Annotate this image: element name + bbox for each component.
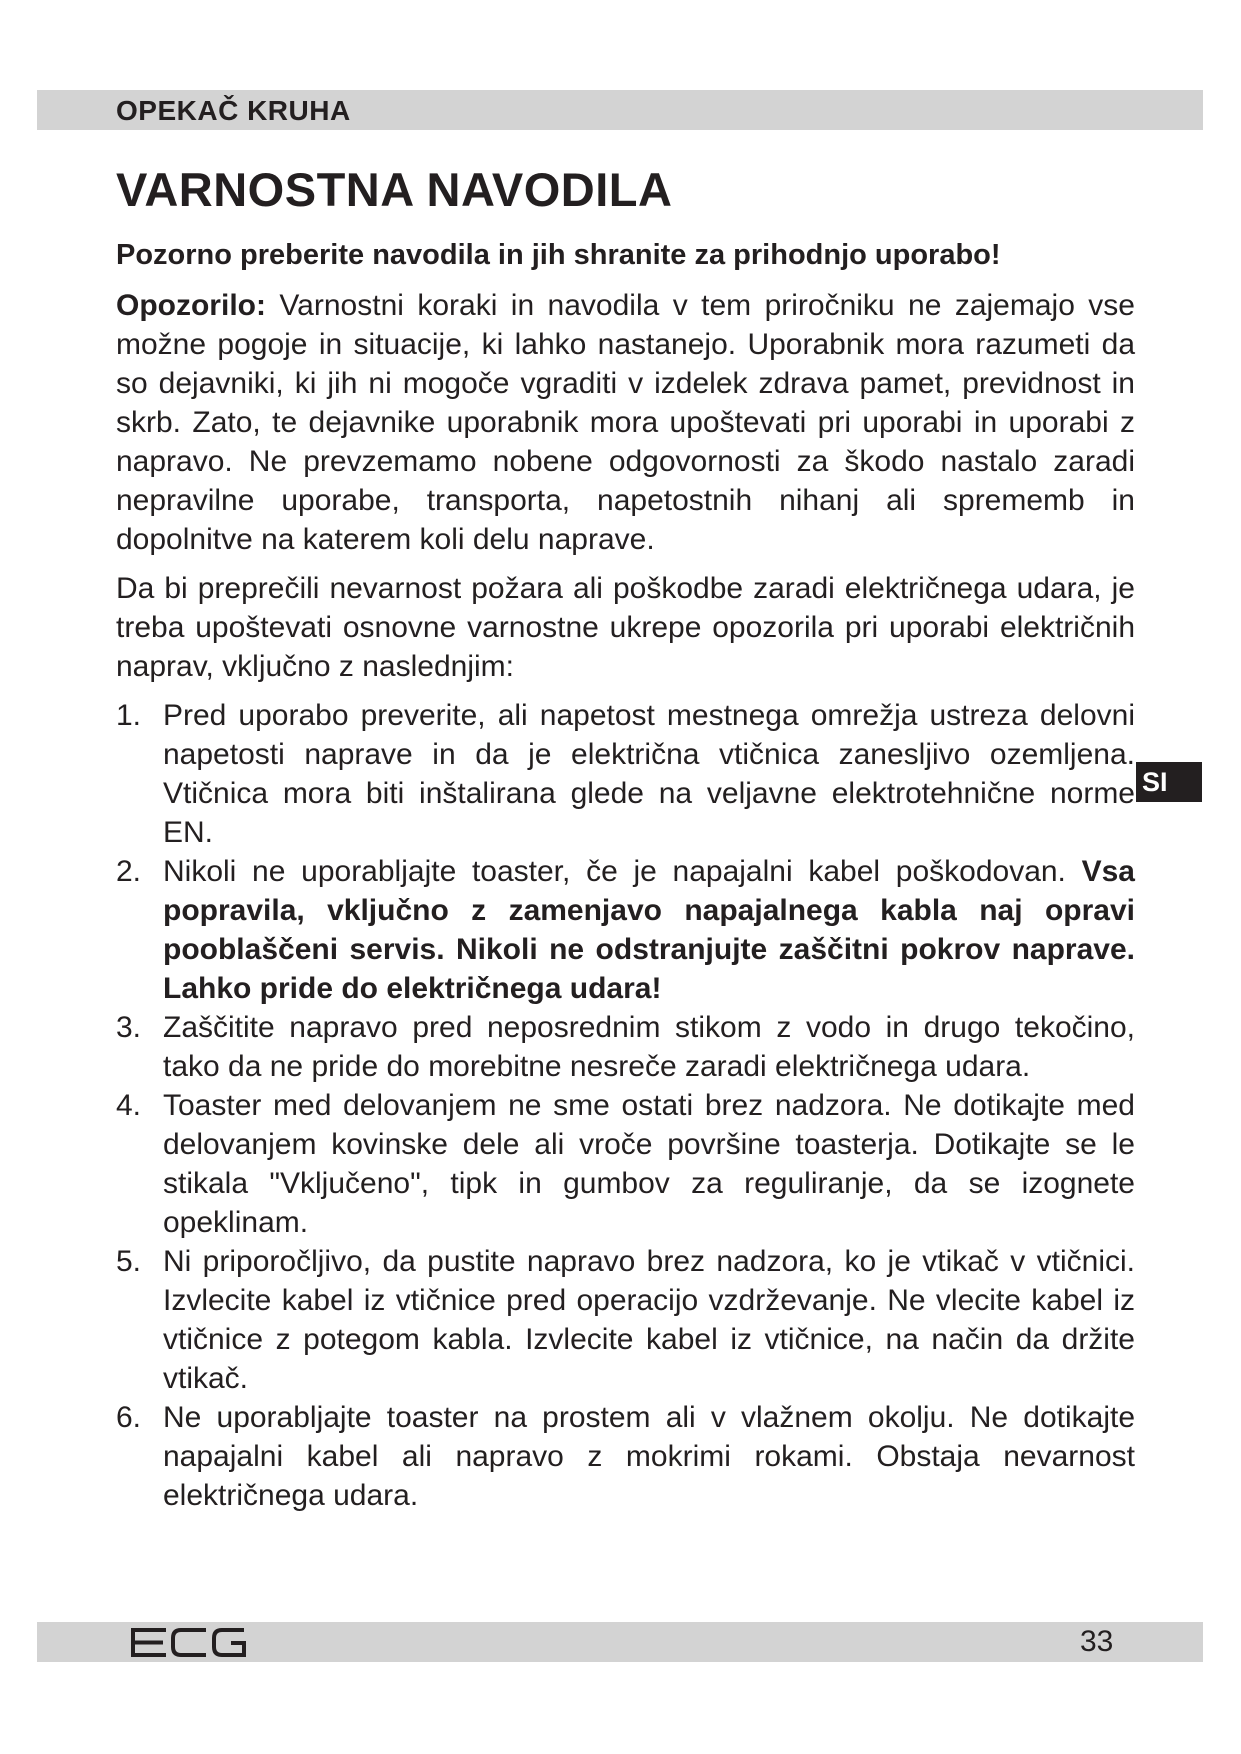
language-tab: SI [1136, 762, 1202, 802]
item-bold-text: Vsa popravila, vključno z zamenjavo napajalnega kabla naj opravi pooblaščeni servis. Nikoli ne odstranjujte zaščitni pokrov naprave. Lahko pride do električnega udara! [163, 855, 1135, 1005]
list-item [116, 1242, 1135, 1398]
item-number: 4. [116, 1089, 142, 1122]
list-item [116, 1398, 1135, 1515]
warning-paragraph [116, 286, 1135, 559]
ecg-logo [131, 1628, 248, 1657]
list-item [116, 1008, 1135, 1086]
item-number: 5. [116, 1245, 142, 1278]
item-text: Nikoli ne uporabljajte toaster, če je napajalni kabel poškodovan. [163, 855, 1082, 888]
item-text: Pred uporabo preverite, ali napetost mestnega omrežja ustreza delovni napetosti naprave in da je električna vtičnica zanesljivo ozemljena. Vtičnica mora biti inštalirana glede na veljavne elektrotehnične norme EN. [163, 699, 1135, 849]
warning-label: Opozorilo: [116, 289, 266, 322]
item-number: 2. [116, 855, 142, 888]
subtitle: Pozorno preberite navodila in jih shranite za prihodnjo uporabo! [116, 239, 1001, 271]
content [116, 236, 1135, 1515]
header-title: OPEKAČ KRUHA [116, 95, 351, 126]
item-text: Zaščitite napravo pred neposrednim stikom z vodo in drugo tekočino, tako da ne pride do morebitne nesreče zaradi električnega udara. [163, 1011, 1135, 1083]
list-item [116, 1086, 1135, 1242]
item-number: 1. [116, 699, 142, 732]
page-number: 33 [1080, 1625, 1114, 1658]
intro-paragraph: Da bi preprečili nevarnost požara ali poškodbe zaradi električnega udara, je treba upoštevati osnovne varnostne ukrepe opozorila pri uporabi električnih naprav, vključno z naslednjim: [116, 572, 1135, 683]
safety-list [116, 696, 1135, 1515]
list-item [116, 852, 1135, 1008]
item-text: Ne uporabljajte toaster na prostem ali v vlažnem okolju. Ne dotikajte napajalni kabel ali napravo z mokrimi rokami. Obstaja nevarnost električnega udara. [163, 1401, 1135, 1512]
warning-text: Varnostni koraki in navodila v tem priročniku ne zajemajo vse možne pogoje in situacije, ki lahko nastanejo. Uporabnik mora razumeti da so dejavniki, ki jih ni mogoče vgraditi v izdelek zdrava pamet, previdnost in skrb. Zato, te dejavnike uporabnik mora upoštevati pri uporabi in uporabi z napravo. Ne prevzemamo nobene odgovornosti za škodo nastalo zaradi nepravilne uporabe, transporta, napetostnih nihanj ali sprememb in dopolnitve na katerem koli delu naprave. [116, 289, 1135, 556]
item-text: Ni priporočljivo, da pustite napravo brez nadzora, ko je vtikač v vtičnici. Izvlecite kabel iz vtičnice pred operacijo vzdrževanje. Ne vlecite kabel iz vtičnice z potegom kabla. Izvlecite kabel iz vtičnice, na način da držite vtikač. [163, 1245, 1135, 1395]
item-number: 6. [116, 1401, 142, 1434]
item-number: 3. [116, 1011, 142, 1044]
page-title: VARNOSTNA NAVODILA [116, 163, 673, 216]
list-item [116, 696, 1135, 852]
item-text: Toaster med delovanjem ne sme ostati brez nadzora. Ne dotikajte med delovanjem kovinske dele ali vroče površine toasterja. Dotikajte se le stikala "Vključeno", tipk in gumbov za reguliranje, da se izognete opeklinam. [163, 1089, 1135, 1239]
